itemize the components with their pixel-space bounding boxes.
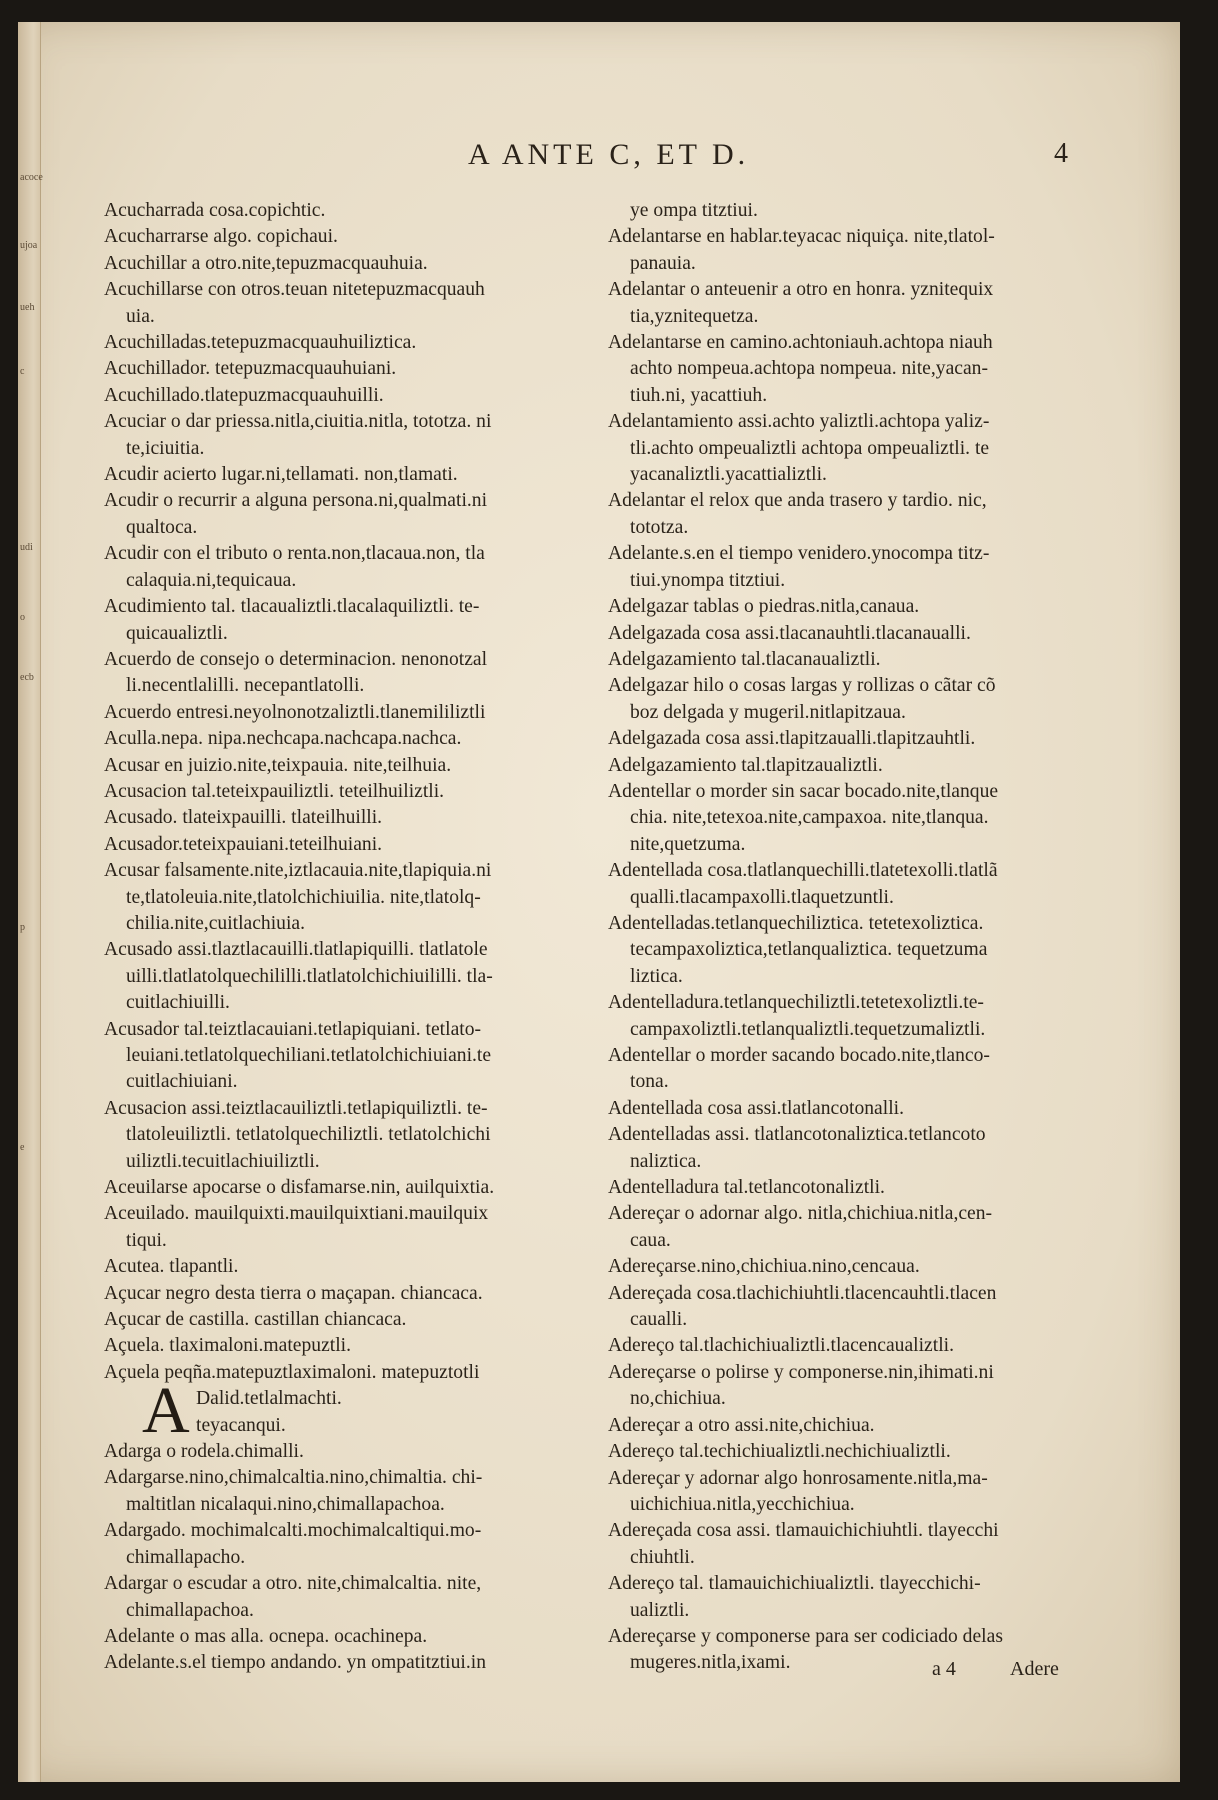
entry-headword-line: Açuela peqña.matepuztlaximaloni. matepuztotli — [104, 1361, 480, 1383]
entry-headword-line: Adargado. mochimalcalti.mochimalcaltiqui.mo- — [104, 1520, 482, 1542]
entry-continuation-line: calaquia.ni,tequicaua. — [126, 569, 297, 591]
entry-continuation-line: caualli. — [630, 1309, 688, 1331]
entry-headword-line: Adereço tal.techichiualiztli.nechichiualiztli. — [608, 1441, 951, 1463]
dictionary-entry — [104, 541, 604, 594]
dictionary-entry — [608, 621, 1108, 647]
entry-headword-line: Adelante.s.el tiempo andando. yn ompatitztiui.in — [104, 1652, 486, 1674]
left-column — [104, 198, 604, 1677]
drop-capital: A — [142, 1374, 190, 1448]
dictionary-entry — [104, 1333, 604, 1359]
entry-continuation-line: yacanaliztli.yacattializtli. — [630, 464, 827, 486]
entry-headword-line: Adargarse.nino,chimalcaltia.nino,chimaltia. chi- — [104, 1467, 483, 1489]
dictionary-entry-dropcap — [104, 1374, 604, 1448]
prev-page-fragment: udi — [20, 542, 33, 553]
dictionary-entry — [608, 726, 1108, 752]
entry-headword-line: Acuchilladas.tetepuzmacquauhuiliztica. — [104, 332, 417, 354]
dictionary-entry — [608, 1201, 1108, 1254]
entry-headword-line: Adelante.s.en el tiempo venidero.ynocompa titz- — [608, 543, 990, 565]
entry-continuation-line: tecampaxoliztica,tetlanqualiztica. tequetzuma — [630, 939, 988, 961]
prev-page-fragment: acoce — [20, 172, 43, 183]
entry-headword-line: Acusacion assi.teiztlacauiliztli.tetlapiquiliztli. te- — [104, 1097, 488, 1119]
dictionary-entry — [104, 330, 604, 356]
entry-headword-line: Acusador tal.teiztlacauiani.tetlapiquiani. tetlato- — [104, 1018, 482, 1040]
dictionary-entry — [608, 673, 1108, 726]
dictionary-entry — [104, 198, 604, 224]
entry-headword-line: Adarga o rodela.chimalli. — [104, 1441, 304, 1463]
folio-number: 4 — [1054, 138, 1072, 169]
entry-headword-line: Adelantamiento assi.achto yaliztli.achtopa yaliz- — [608, 411, 990, 433]
entry-headword-line: Acusado assi.tlaztlacauilli.tlatlapiquilli. tlatlatole — [104, 939, 488, 961]
entry-headword-line: Adentelladas assi. tlatlancotonaliztica.tetlancoto — [608, 1124, 986, 1146]
book-page — [18, 22, 1180, 1782]
dictionary-entry — [104, 753, 604, 779]
dictionary-entry — [104, 1624, 604, 1650]
dictionary-entry — [608, 198, 1108, 224]
entry-continuation-line: no,chichiua. — [630, 1388, 726, 1410]
entry-headword-line: Acuerdo entresi.neyolnonotzaliztli.tlanemililiztli — [104, 701, 486, 723]
entry-headword-line: Adelgazada cosa assi.tlapitzaualli.tlapitzauhtli. — [608, 728, 976, 750]
entry-headword-line: Adelantarse en camino.achtoniauh.achtopa niauh — [608, 332, 993, 354]
entry-line: teyacanqui. — [196, 1414, 286, 1436]
entry-continuation-line: chilia.nite,cuitlachiuia. — [126, 912, 305, 934]
entry-headword-line: Aculla.nepa. nipa.nechcapa.nachcapa.nachca. — [104, 728, 462, 750]
dictionary-entry — [608, 1043, 1108, 1096]
dictionary-entry — [104, 383, 604, 409]
entry-headword-line: Adargar o escudar a otro. nite,chimalcaltia. nite, — [104, 1573, 482, 1595]
page-title: A ANTE C, ET D. — [468, 138, 750, 171]
entry-headword-line: Acudir con el tributo o renta.non,tlacaua.non, tla — [104, 543, 485, 565]
entry-headword-line: Adereçarse y componerse para ser codiciado delas — [608, 1625, 1003, 1647]
entry-continuation-line: quicaualiztli. — [126, 622, 228, 644]
entry-continuation-line: uia. — [126, 305, 155, 327]
entry-continuation-line: chimallapachoa. — [126, 1599, 254, 1621]
entry-headword-line: Adelantar el relox que anda trasero y tardio. nic, — [608, 490, 987, 512]
dictionary-entry — [104, 251, 604, 277]
dictionary-entry — [104, 647, 604, 700]
dictionary-entry — [104, 1096, 604, 1175]
entry-continuation-line: tlatoleuiliztli. tetlatolquechiliztli. tetlatolchichi — [126, 1124, 491, 1146]
entry-headword-line: Acucharrada cosa.copichtic. — [104, 200, 326, 221]
entry-headword-line: Adentellada cosa.tlatlanquechilli.tlatetexolli.tlatlã — [608, 860, 998, 882]
entry-continuation-line: uilli.tlatlatolquechililli.tlatlatolchichiuililli. tla- — [126, 965, 493, 987]
entry-continuation-line: uichichiua.nitla,yecchichiua. — [630, 1493, 855, 1515]
entry-headword-line: Acusar en juizio.nite,teixpauia. nite,teilhuia. — [104, 754, 452, 776]
entry-line: Dalid.tetlalmachti. — [196, 1388, 342, 1410]
entry-headword-line: Adereçar o adornar algo. nitla,chichiua.nitla,cen- — [608, 1203, 993, 1225]
entry-continuation-line: te,iciuitia. — [126, 437, 205, 459]
entry-continuation-line: tia,yznitequetza. — [630, 305, 759, 327]
dictionary-entry — [608, 1096, 1108, 1122]
entry-continuation-line: maltitlan nicalaqui.nino,chimallapachoa. — [126, 1493, 445, 1515]
dictionary-entry — [608, 277, 1108, 330]
dictionary-entry — [104, 700, 604, 726]
entry-headword-line: Adentellar o morder sin sacar bocado.nite,tlanque — [608, 780, 999, 802]
entry-headword-line: Acuchillarse con otros.teuan nitetepuzmacquauh — [104, 279, 485, 301]
dictionary-entry — [608, 1571, 1108, 1624]
dictionary-entry — [104, 1650, 604, 1676]
dictionary-entry — [608, 594, 1108, 620]
entry-continuation-line: ye ompa titztiui. — [630, 200, 758, 221]
dictionary-entry — [104, 409, 604, 462]
entry-headword-line: Adereçarse o polirse y componerse.nin,ihimati.ni — [608, 1361, 994, 1383]
dictionary-entry — [104, 1254, 604, 1280]
dictionary-entry — [608, 1175, 1108, 1201]
dictionary-entry — [608, 409, 1108, 488]
entry-headword-line: Açuela. tlaximaloni.matepuztli. — [104, 1335, 352, 1357]
entry-headword-line: Acuerdo de consejo o determinacion. nenonotzal — [104, 648, 488, 670]
entry-continuation-line: ualiztli. — [630, 1599, 690, 1621]
entry-continuation-line: chiuhtli. — [630, 1546, 695, 1568]
entry-headword-line: Acuchillar a otro.nite,tepuzmacquauhuia. — [104, 252, 428, 274]
entry-continuation-line: cuitlachiuilli. — [126, 992, 230, 1014]
right-column — [608, 198, 1108, 1677]
prev-page-fragment: c — [20, 366, 25, 377]
entry-headword-line: Acuchillado.tlatepuzmacquauhuilli. — [104, 384, 384, 406]
entry-continuation-line: naliztica. — [630, 1150, 702, 1172]
dictionary-entry — [104, 1465, 604, 1518]
dictionary-entry — [608, 1254, 1108, 1280]
dictionary-entry — [104, 594, 604, 647]
entry-headword-line: Acusado. tlateixpauilli. tlateilhuilli. — [104, 807, 383, 829]
entry-headword-line: Adelgazar tablas o piedras.nitla,canaua. — [608, 596, 920, 618]
dictionary-entry — [104, 1307, 604, 1333]
entry-continuation-line: nite,quetzuma. — [630, 833, 746, 855]
entry-headword-line: Adelantar o anteuenir a otro en honra. yznitequix — [608, 279, 994, 301]
dictionary-entry — [608, 224, 1108, 277]
dictionary-entry — [104, 832, 604, 858]
entry-headword-line: Acudir o recurrir a alguna persona.ni,qualmati.ni — [104, 490, 488, 512]
entry-continuation-line: uiliztli.tecuitlachiuiliztli. — [126, 1150, 320, 1172]
dictionary-entry — [608, 1360, 1108, 1413]
entry-headword-line: Adelantarse en hablar.teyacac niquiça. nite,tlatol- — [608, 226, 995, 248]
dictionary-entry — [104, 937, 604, 1016]
dictionary-entry — [608, 1439, 1108, 1465]
entry-headword-line: Adereço tal. tlamauichichiualiztli. tlayecchichi- — [608, 1573, 981, 1595]
dictionary-entry — [104, 277, 604, 330]
entry-headword-line: Acudimiento tal. tlacaualiztli.tlacalaquiliztli. te- — [104, 596, 480, 618]
entry-headword-line: Aceuilarse apocarse o disfamarse.nin, auilquixtia. — [104, 1177, 495, 1199]
entry-continuation-line: li.necentlalilli. necepantlatolli. — [126, 675, 365, 697]
entry-headword-line: Adentelladura.tetlanquechiliztli.tetetexoliztli.te- — [608, 992, 984, 1014]
entry-continuation-line: mugeres.nitla,ixami. — [630, 1652, 791, 1674]
entry-continuation-line: leuiani.tetlatolquechiliani.tetlatolchichiuiani.te — [126, 1045, 492, 1066]
prev-page-fragment: ecb — [20, 672, 34, 683]
dictionary-entry — [104, 1571, 604, 1624]
entry-headword-line: Adereçarse.nino,chichiua.nino,cencaua. — [608, 1256, 920, 1278]
dictionary-entry — [608, 541, 1108, 594]
dictionary-entry — [608, 488, 1108, 541]
entry-headword-line: Adelgazada cosa assi.tlacanauhtli.tlacanaualli. — [608, 622, 971, 644]
signature-mark: a 4 — [932, 1658, 956, 1680]
entry-continuation-line: boz delgada y mugeril.nitlapitzaua. — [630, 701, 906, 723]
dictionary-entry — [104, 1017, 604, 1096]
entry-headword-line: Adereçada cosa assi. tlamauichichiuhtli. tlayecchi — [608, 1520, 999, 1542]
entry-headword-line: Adereçar a otro assi.nite,chichiua. — [608, 1414, 875, 1436]
entry-headword-line: Acudir acierto lugar.ni,tellamati. non,tlamati. — [104, 464, 458, 486]
dictionary-entry — [608, 779, 1108, 858]
entry-headword-line: Adelgazar hilo o cosas largas y rollizas o cãtar cõ — [608, 675, 996, 697]
entry-continuation-line: tiuh.ni, yacattiuh. — [630, 384, 768, 406]
entry-headword-line: Adentellar o morder sacando bocado.nite,tlanco- — [608, 1045, 990, 1066]
entry-continuation-line: tiui.ynompa titztiui. — [630, 569, 786, 591]
dictionary-entry — [104, 462, 604, 488]
entry-headword-line: Adelgazamiento tal.tlapitzaualiztli. — [608, 754, 883, 776]
entry-continuation-line: cuitlachiuiani. — [126, 1071, 238, 1093]
entry-headword-line: Acuchillador. tetepuzmacquauhuiani. — [104, 358, 397, 380]
dictionary-entry — [608, 1333, 1108, 1359]
entry-headword-line: Açucar de castilla. castillan chiancaca. — [104, 1309, 407, 1331]
dictionary-entry — [104, 779, 604, 805]
dictionary-entry — [608, 330, 1108, 409]
entry-headword-line: Açucar negro desta tierra o maçapan. chiancaca. — [104, 1282, 483, 1304]
prev-page-fragment: o — [20, 612, 25, 623]
dictionary-entry — [608, 1413, 1108, 1439]
dictionary-entry — [608, 647, 1108, 673]
dictionary-entry — [104, 805, 604, 831]
entry-headword-line: Acutea. tlapantli. — [104, 1256, 239, 1278]
entry-headword-line: Adereçada cosa.tlachichiuhtli.tlacencauhtli.tlacen — [608, 1282, 997, 1304]
dictionary-entry — [608, 911, 1108, 990]
dictionary-entry — [608, 1518, 1108, 1571]
dictionary-entry — [104, 1518, 604, 1571]
previous-page-edge — [18, 22, 41, 1782]
dictionary-entry — [104, 726, 604, 752]
catchword: Adere — [1010, 1658, 1059, 1680]
entry-continuation-line: campaxoliztli.tetlanqualiztli.tequetzumaliztli. — [630, 1018, 986, 1040]
entry-headword-line: Adentelladas.tetlanquechiliztica. tetetexoliztica. — [608, 912, 984, 934]
dictionary-entry — [104, 488, 604, 541]
dictionary-entry — [608, 1122, 1108, 1175]
entry-headword-line: Acusar falsamente.nite,iztlacauia.nite,tlapiquia.ni — [104, 860, 492, 882]
entry-continuation-line: panauia. — [630, 252, 696, 274]
entry-headword-line: Acucharrarse algo. copichaui. — [104, 226, 338, 248]
prev-page-fragment: p — [20, 922, 25, 933]
prev-page-fragment: ueh — [20, 302, 35, 313]
entry-headword-line: Adereçar y adornar algo honrosamente.nitla,ma- — [608, 1467, 988, 1489]
entry-continuation-line: te,tlatoleuia.nite,tlatolchichiuilia. nite,tlatolq- — [126, 886, 481, 908]
dictionary-entry — [104, 224, 604, 250]
entry-headword-line: Adelgazamiento tal.tlacanaualiztli. — [608, 648, 881, 670]
entry-continuation-line: qualli.tlacampaxolli.tlaquetzuntli. — [630, 886, 894, 908]
dictionary-entry — [104, 356, 604, 382]
prev-page-fragment: e — [20, 1142, 25, 1153]
dictionary-entry — [104, 1281, 604, 1307]
entry-continuation-line: qualtoca. — [126, 516, 198, 538]
entry-continuation-line: tiqui. — [126, 1229, 167, 1251]
dictionary-entry — [104, 858, 604, 937]
entry-continuation-line: chimallapacho. — [126, 1546, 246, 1568]
entry-continuation-line: tototza. — [630, 516, 689, 538]
entry-headword-line: Aceuilado. mauilquixti.mauilquixtiani.mauilquix — [104, 1203, 489, 1225]
dictionary-entry — [608, 1466, 1108, 1519]
dictionary-entry — [608, 753, 1108, 779]
dictionary-entry — [608, 990, 1108, 1043]
entry-headword-line: Adereço tal.tlachichiualiztli.tlacencaualiztli. — [608, 1335, 954, 1357]
entry-continuation-line: liztica. — [630, 965, 683, 987]
entry-continuation-line: chia. nite,tetexoa.nite,campaxoa. nite,tlanqua. — [630, 807, 989, 829]
entry-continuation-line: tona. — [630, 1071, 669, 1093]
dictionary-entry — [104, 1201, 604, 1254]
entry-continuation-line: caua. — [630, 1229, 671, 1251]
prev-page-fragment: ujoa — [20, 240, 38, 251]
entry-headword-line: Adelante o mas alla. ocnepa. ocachinepa. — [104, 1625, 428, 1647]
entry-headword-line: Adentellada cosa assi.tlatlancotonalli. — [608, 1097, 904, 1119]
dictionary-entry — [608, 858, 1108, 911]
dictionary-entry — [608, 1281, 1108, 1334]
entry-continuation-line: tli.achto ompeualiztli achtopa ompeualiztli. te — [630, 437, 990, 459]
entry-headword-line: Acusador.teteixpauiani.teteilhuiani. — [104, 833, 383, 855]
entry-headword-line: Acusacion tal.teteixpauiliztli. teteilhuiliztli. — [104, 780, 445, 802]
entry-headword-line: Acuciar o dar priessa.nitla,ciuitia.nitla, tototza. ni — [104, 411, 492, 433]
entry-headword-line: Adentelladura tal.tetlancotonaliztli. — [608, 1177, 885, 1199]
entry-continuation-line: achto nompeua.achtopa nompeua. nite,yacan- — [630, 358, 988, 380]
dictionary-entry — [104, 1175, 604, 1201]
